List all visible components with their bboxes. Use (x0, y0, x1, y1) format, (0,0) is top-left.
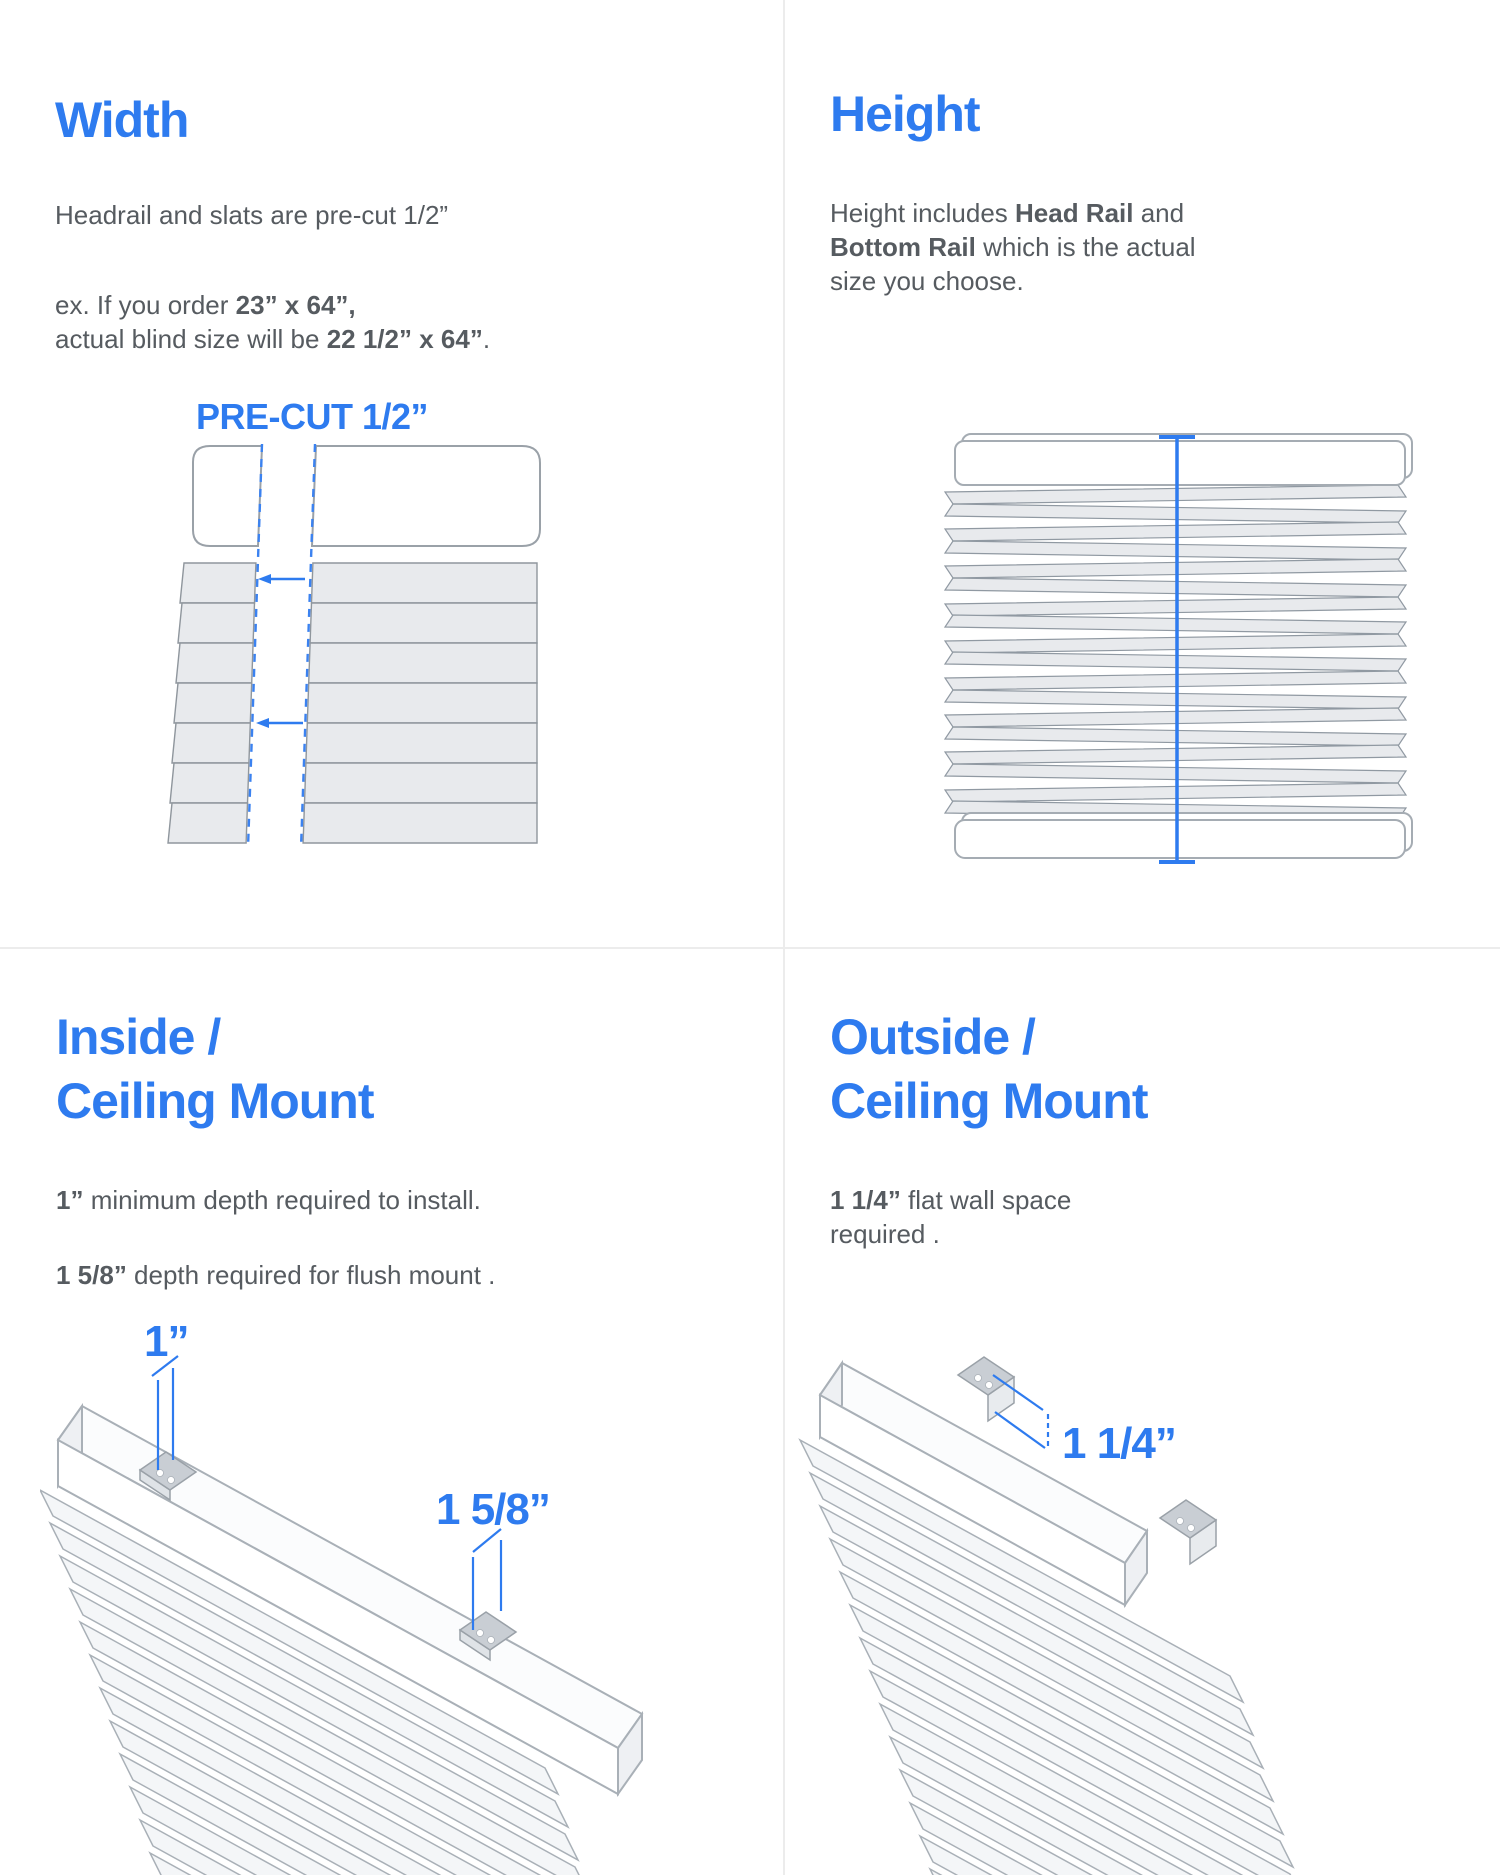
height-paragraph: Height includes Head Rail and Bottom Rail which is the actual size you choose. (830, 198, 1196, 296)
outside-mount-diagram (790, 1300, 1500, 1875)
dim-label-158in: 1 5/8” (436, 1485, 550, 1534)
mounting-bracket-2 (1160, 1500, 1216, 1564)
width-paragraph-1: Headrail and slats are pre-cut 1/2” (55, 200, 449, 230)
cut-piece (168, 446, 262, 843)
dim-label-1in: 1” (144, 1317, 189, 1366)
mounting-bracket-1 (958, 1357, 1014, 1421)
cut-arrows (256, 574, 305, 728)
precut-label: PRE-CUT 1/2” (196, 396, 429, 437)
headrail-main (312, 446, 540, 546)
height-diagram (790, 360, 1500, 920)
inside-title: Inside / Ceiling Mount (56, 1009, 374, 1129)
width-title: Width (55, 92, 189, 148)
main-piece (303, 446, 540, 843)
inside-paragraph-1: 1” minimum depth required to install. (56, 1185, 481, 1215)
width-diagram (130, 430, 560, 860)
dim-label-114in: 1 1/4” (1062, 1419, 1176, 1468)
headrail-cut (193, 446, 262, 546)
vertical-divider (783, 0, 785, 1875)
headrail (955, 441, 1405, 485)
bottomrail (955, 820, 1405, 858)
inside-mount-diagram (40, 1300, 740, 1875)
outside-title: Outside / Ceiling Mount (830, 1009, 1148, 1129)
outside-paragraph: 1 1/4” flat wall space required . (830, 1185, 1072, 1249)
inside-paragraph-2: 1 5/8” depth required for flush mount . (56, 1260, 496, 1290)
horizontal-divider (0, 947, 1500, 949)
height-title: Height (830, 86, 980, 142)
width-paragraph-2: ex. If you order 23” x 64”, actual blind size will be 22 1/2” x 64”. (55, 290, 491, 354)
headrail-3d (58, 1406, 642, 1794)
